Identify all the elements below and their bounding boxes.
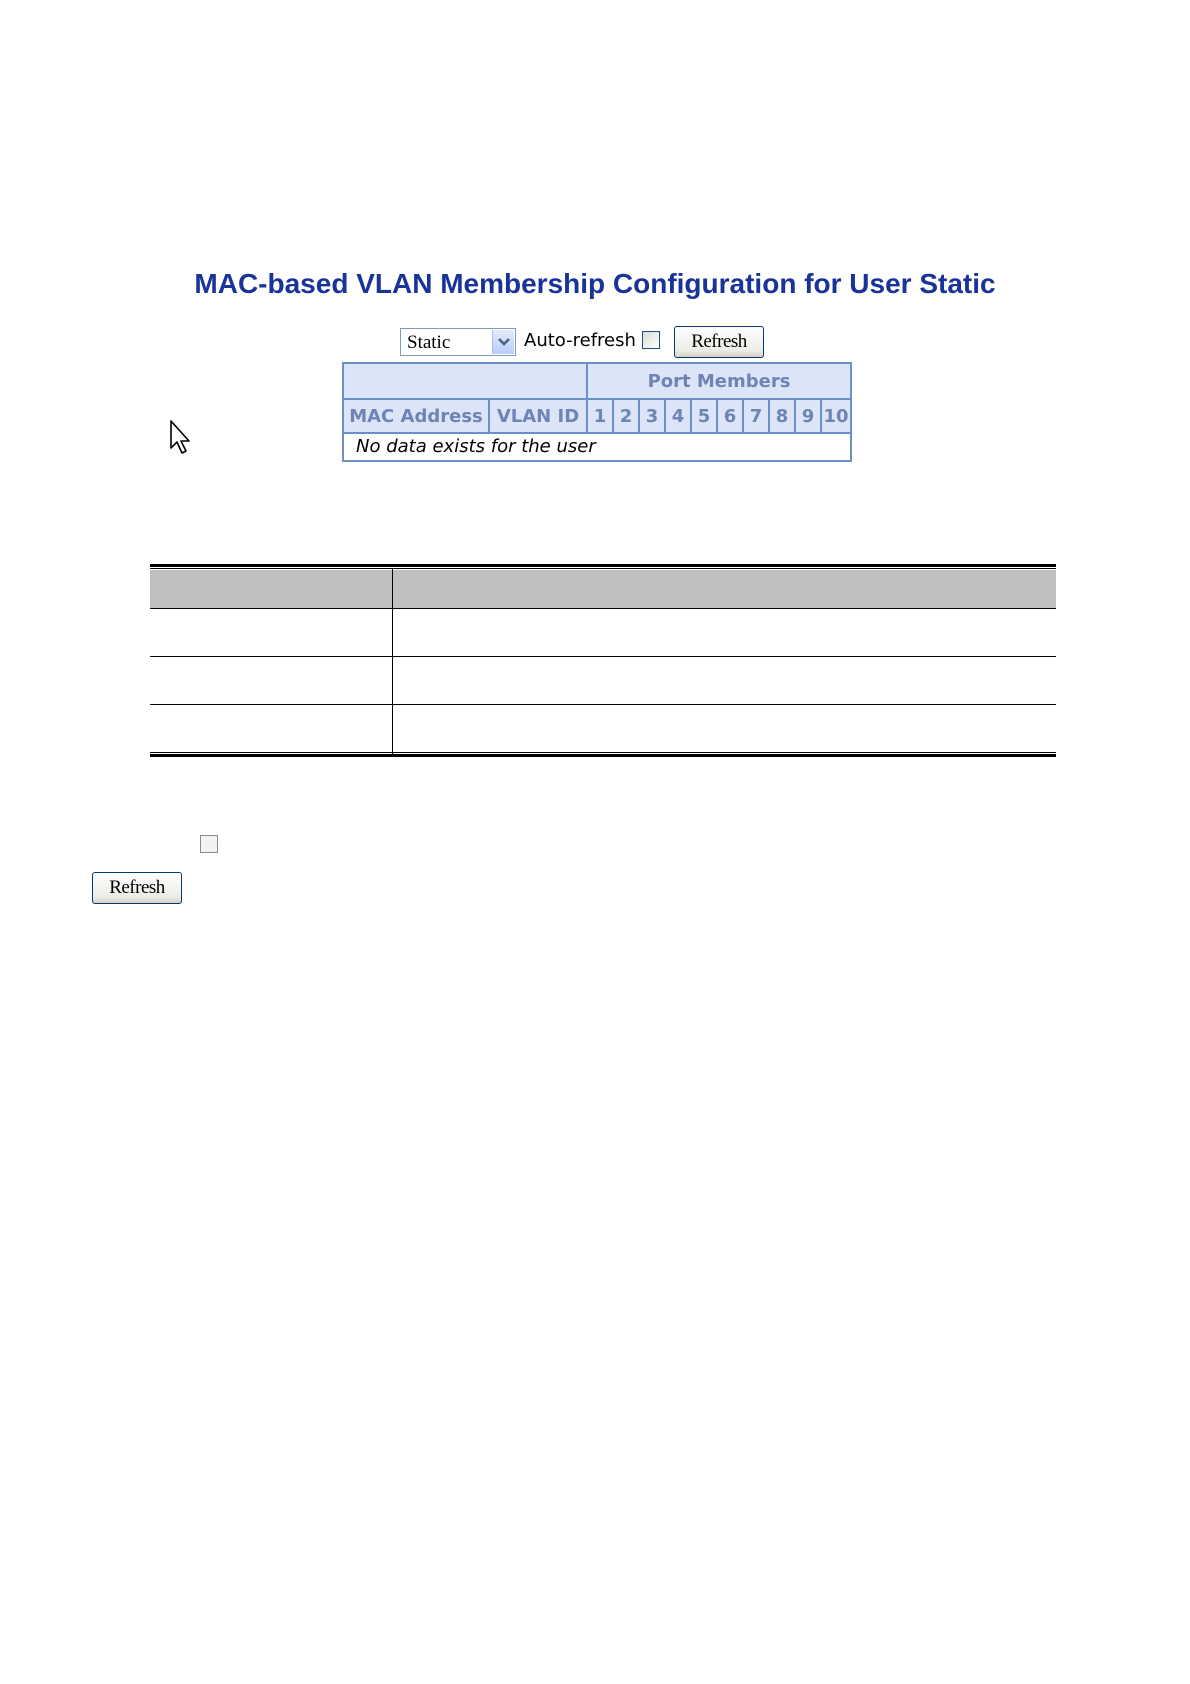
col-port: 3 bbox=[640, 400, 666, 434]
col-port: 5 bbox=[692, 400, 718, 434]
table-column-divider bbox=[392, 568, 393, 754]
auto-refresh-label: Auto-refresh bbox=[524, 330, 636, 351]
empty-message: No data exists for the user bbox=[356, 436, 596, 457]
table-header-row bbox=[150, 570, 1056, 608]
table-top-rule bbox=[150, 564, 1056, 567]
col-port: 7 bbox=[744, 400, 770, 434]
col-mac-address: MAC Address bbox=[344, 400, 490, 434]
table-bottom-rule bbox=[150, 754, 1056, 757]
col-port: 6 bbox=[718, 400, 744, 434]
auto-refresh-checkbox-sample[interactable] bbox=[200, 835, 218, 853]
port-members-header: Port Members bbox=[588, 364, 850, 400]
table-row-divider bbox=[150, 656, 1056, 657]
col-port: 4 bbox=[666, 400, 692, 434]
col-port: 2 bbox=[614, 400, 640, 434]
table-row-divider bbox=[150, 608, 1056, 609]
col-port: 10 bbox=[822, 400, 850, 434]
refresh-button[interactable]: Refresh bbox=[674, 326, 764, 358]
chevron-down-icon[interactable] bbox=[492, 330, 514, 354]
page-title: MAC-based VLAN Membership Configuration for User Static bbox=[194, 268, 996, 299]
user-select-value: Static bbox=[407, 332, 451, 353]
blank-header-cell bbox=[344, 364, 588, 400]
description-table bbox=[150, 564, 1056, 758]
auto-refresh-checkbox[interactable] bbox=[642, 331, 660, 349]
refresh-button-sample[interactable]: Refresh bbox=[92, 872, 182, 904]
col-vlan-id: VLAN ID bbox=[490, 400, 588, 434]
col-port: 9 bbox=[796, 400, 822, 434]
col-port: 8 bbox=[770, 400, 796, 434]
user-select[interactable] bbox=[400, 328, 516, 356]
table-bottom-rule-thin bbox=[150, 752, 1056, 753]
table-top-rule-thin bbox=[150, 568, 1056, 569]
mouse-cursor-icon bbox=[170, 420, 192, 456]
col-port: 1 bbox=[588, 400, 614, 434]
table-row-divider bbox=[150, 704, 1056, 705]
mac-vlan-table bbox=[342, 362, 852, 462]
